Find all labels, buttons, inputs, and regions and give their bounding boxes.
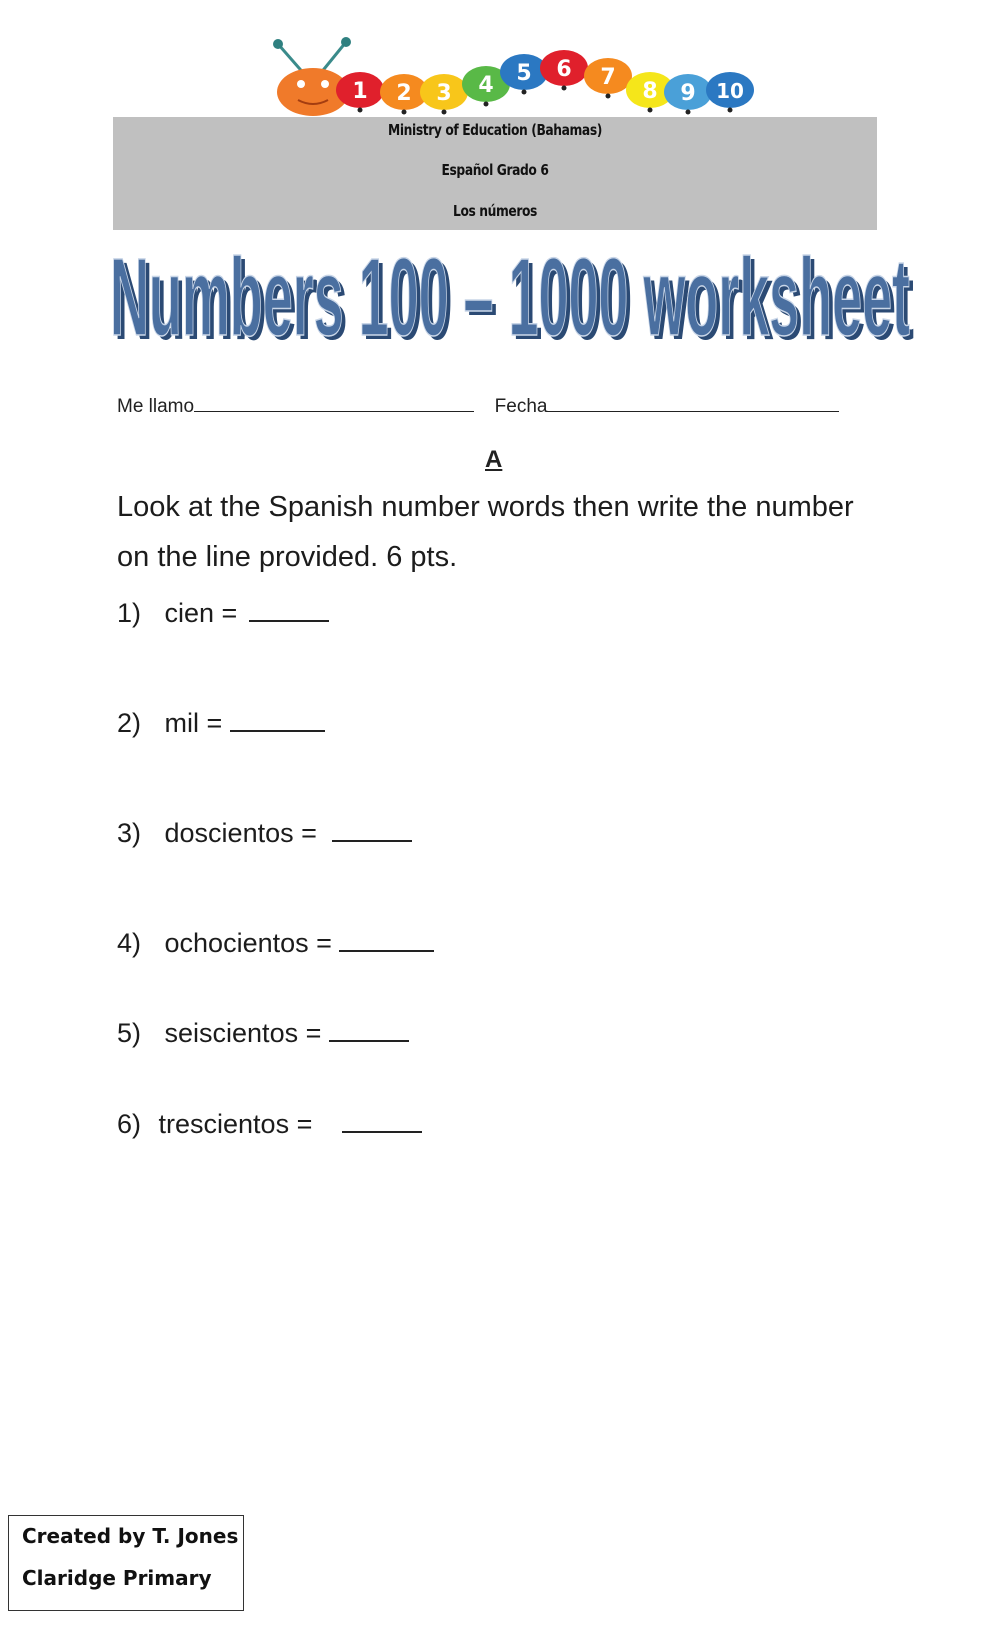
answer-blank[interactable] xyxy=(339,930,434,952)
caterpillar-number: 10 xyxy=(716,79,744,103)
name-label: Me llamo xyxy=(117,396,195,417)
caterpillar-segment-6 xyxy=(540,50,588,91)
question-5 xyxy=(117,1018,409,1049)
question-number: 5) xyxy=(117,1018,142,1048)
question-text: doscientos = xyxy=(164,818,317,848)
name-field[interactable] xyxy=(194,393,474,412)
answer-blank[interactable] xyxy=(342,1111,422,1133)
question-number: 3) xyxy=(117,818,142,848)
answer-blank[interactable] xyxy=(329,1020,409,1042)
question-number: 4) xyxy=(117,928,142,958)
caterpillar-number: 8 xyxy=(642,79,658,104)
question-number: 6) xyxy=(117,1109,142,1139)
caterpillar-segment-3 xyxy=(420,74,468,115)
subject-line: Español Grado 6 xyxy=(441,161,549,179)
question-1 xyxy=(117,598,329,629)
section-letter: A xyxy=(485,446,503,473)
answer-blank[interactable] xyxy=(249,600,329,622)
caterpillar-segment-7 xyxy=(584,58,632,99)
credit-box xyxy=(8,1515,244,1611)
caterpillar-segment-9 xyxy=(664,74,712,115)
question-3 xyxy=(117,818,412,849)
caterpillar-segment-1 xyxy=(336,72,384,113)
question-2 xyxy=(117,708,325,739)
question-number: 1) xyxy=(117,598,142,628)
worksheet-title xyxy=(90,232,930,352)
caterpillar-number: 1 xyxy=(352,79,368,104)
caterpillar-number: 7 xyxy=(600,65,616,90)
title-shadow: Numbers 100 – 1000 worksheet xyxy=(114,240,914,352)
caterpillar-number: 6 xyxy=(556,57,572,82)
answer-blank[interactable] xyxy=(230,710,325,732)
question-text: seiscientos = xyxy=(164,1018,322,1048)
question-text: mil = xyxy=(164,708,223,738)
title-text: Numbers 100 – 1000 worksheet xyxy=(110,236,910,352)
question-text: cien = xyxy=(164,598,238,628)
answer-blank[interactable] xyxy=(332,820,412,842)
ministry-line: Ministry of Education (Bahamas) xyxy=(388,121,602,139)
question-number: 2) xyxy=(117,708,142,738)
question-4 xyxy=(117,928,434,959)
question-text: ochocientos = xyxy=(164,928,332,958)
name-date-row xyxy=(117,393,839,418)
caterpillar-logo xyxy=(268,28,788,118)
header-band xyxy=(113,117,877,230)
credit-school: Claridge Primary xyxy=(22,1566,212,1590)
date-field[interactable] xyxy=(547,393,839,412)
caterpillar-number: 2 xyxy=(396,81,412,106)
question-text: trescientos = xyxy=(158,1109,313,1139)
caterpillar-number: 9 xyxy=(680,81,696,106)
credit-author: Created by T. Jones xyxy=(22,1524,239,1548)
caterpillar-number: 3 xyxy=(436,81,452,106)
caterpillar-number: 4 xyxy=(478,73,494,98)
caterpillar-graphic xyxy=(268,28,788,118)
date-label: Fecha xyxy=(494,396,548,417)
caterpillar-segment-10 xyxy=(706,72,754,113)
question-6 xyxy=(117,1109,422,1140)
caterpillar-number: 5 xyxy=(516,61,532,86)
topic-line: Los números xyxy=(453,202,537,220)
instructions-text: Look at the Spanish number words then write the number on the line provided. 6 pts. xyxy=(117,491,854,573)
